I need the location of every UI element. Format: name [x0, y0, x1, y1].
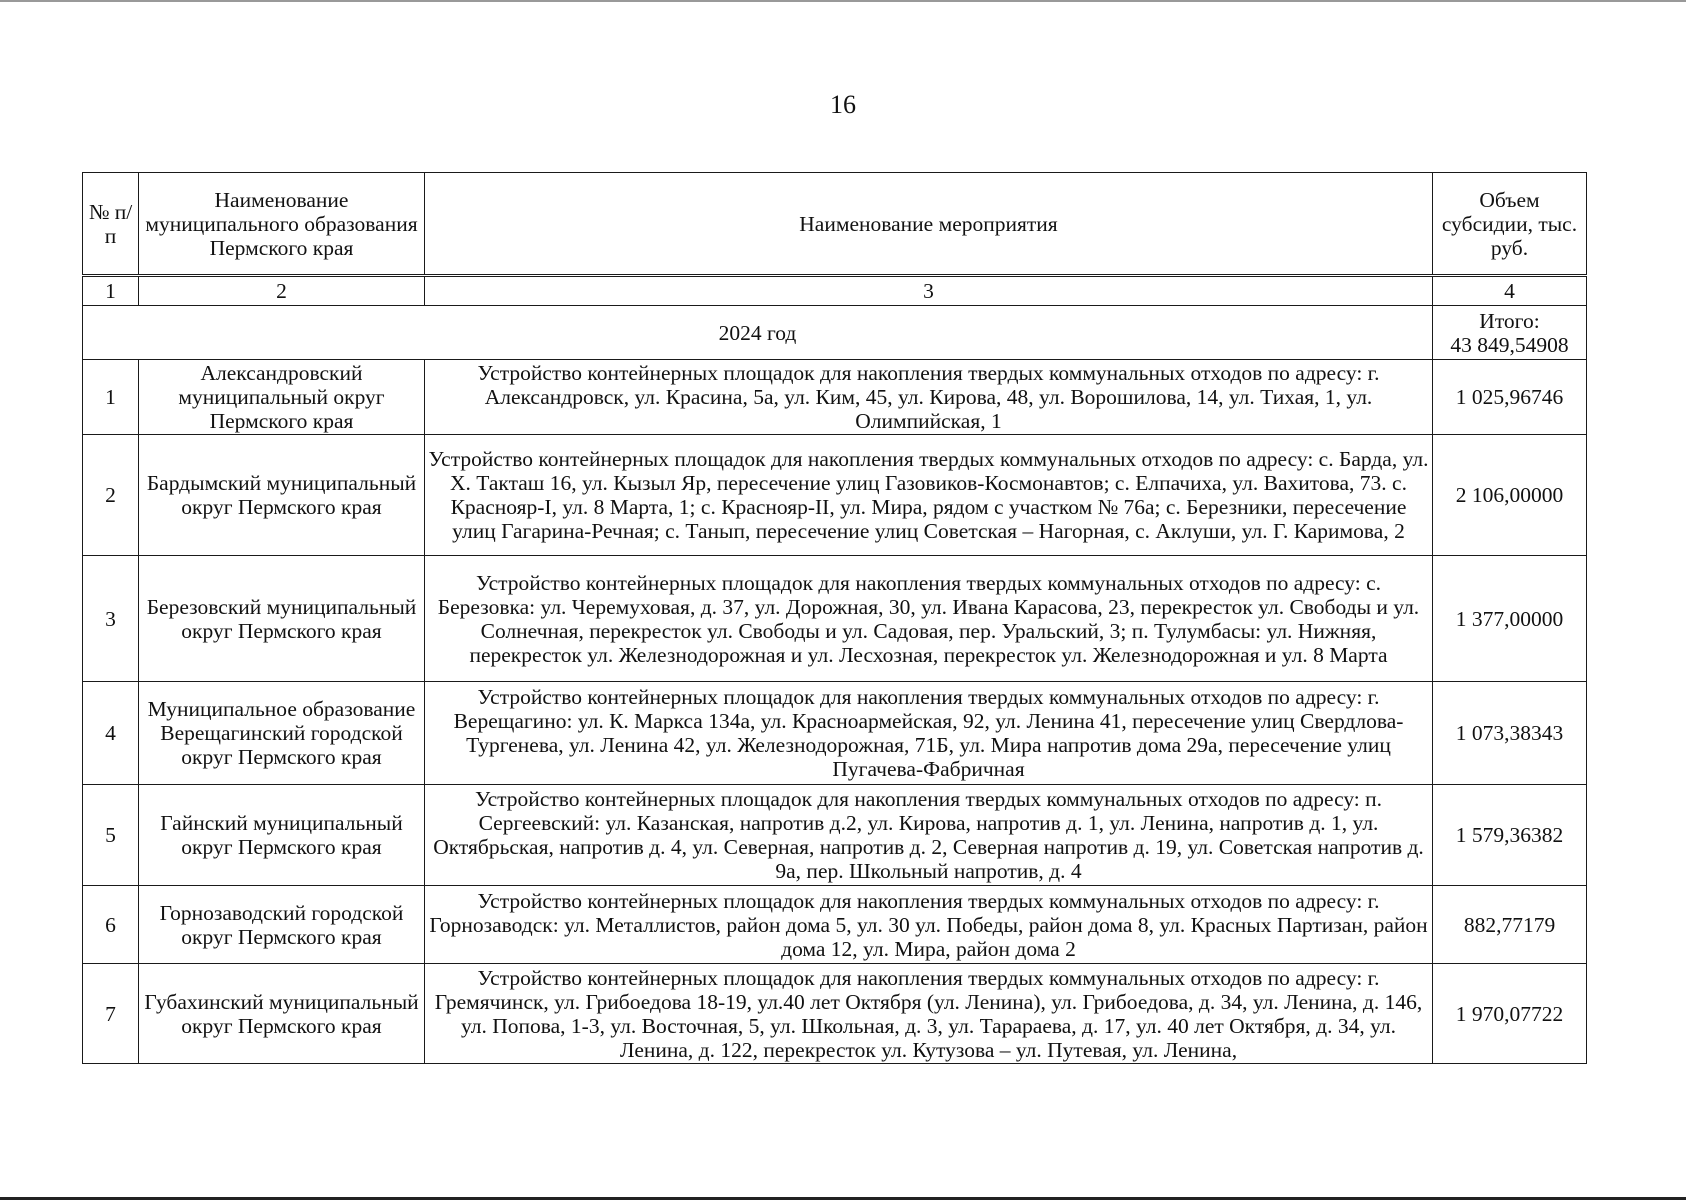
- row-amount: 1 025,96746: [1433, 360, 1587, 435]
- subsidy-table: [82, 172, 1587, 1064]
- row-amount: 1 970,07722: [1433, 964, 1587, 1064]
- row-municipality: Гайнский муниципальный округ Пермского края: [139, 785, 425, 886]
- column-number: 1: [83, 276, 139, 306]
- total-label: Итого:: [1479, 308, 1540, 333]
- table-row: [83, 964, 1587, 1064]
- row-measure: Устройство контейнерных площадок для накопления твердых коммунальных отходов по адресу: г. Александровск, ул. Красина, 5а, ул. Ким, 45, ул. Кирова, 48, ул. Ворошилова, 14, ул. Тихая, 1, ул. Олимпийская, 1: [425, 360, 1433, 435]
- table-row: [83, 886, 1587, 964]
- row-measure: Устройство контейнерных площадок для накопления твердых коммунальных отходов по адресу: п. Сергеевский: ул. Казанская, напротив д.2, ул. Кирова, напротив д. 1, ул. Ленина, напротив д. 1, ул. Октябрьская, напротив д. 4, ул. Северная, напротив д. 2, Северная напротив д. 19, ул. Советская напротив д. 9а, пер. Школьный напротив, д. 4: [425, 785, 1433, 886]
- column-number: 3: [425, 276, 1433, 306]
- row-number: 2: [83, 435, 139, 556]
- row-municipality: Губахинский муниципальный округ Пермского края: [139, 964, 425, 1064]
- row-measure: Устройство контейнерных площадок для накопления твердых коммунальных отходов по адресу: с. Барда, ул. Х. Такташ 16, ул. Кызыл Яр, пересечение улиц Газовиков-Космонавтов; с. Елпачиха, ул. Вахитова, 73. с. Краснояр-I, ул. 8 Марта, 1; с. Краснояр-II, ул. Мира, рядом с участком № 76а; с. Березники, пересечение улиц Гагарина-Речная; с. Танып, пересечение улиц Советская – Нагорная, с. Аклуши, ул. Г. Каримова, 2: [425, 435, 1433, 556]
- table-row: [83, 435, 1587, 556]
- header-amount: Объем субсидии, тыс. руб.: [1433, 173, 1587, 276]
- row-measure: Устройство контейнерных площадок для накопления твердых коммунальных отходов по адресу: г. Гремячинск, ул. Грибоедова 18-19, ул.40 лет Октября (ул. Ленина), ул. Грибоедова, д. 34, ул. Ленина, д. 146, ул. Попова, 1-3, ул. Восточная, 5, ул. Школьная, д. 3, ул. Тарараева, д. 17, ул. 40 лет Октября, д. 34, ул. Ленина, д. 122, перекресток ул. Кутузова – ул. Путевая, ул. Ленина,: [425, 964, 1433, 1064]
- table-row: [83, 785, 1587, 886]
- row-municipality: Муниципальное образование Верещагинский городской округ Пермского края: [139, 682, 425, 785]
- table-header-row: [83, 173, 1587, 276]
- scan-top-edge: [0, 0, 1686, 2]
- row-municipality: Бардымский муниципальный округ Пермского края: [139, 435, 425, 556]
- row-number: 7: [83, 964, 139, 1064]
- year-label: 2024 год: [83, 306, 1433, 360]
- table-row: [83, 682, 1587, 785]
- row-municipality: Березовский муниципальный округ Пермского края: [139, 556, 425, 682]
- table-row: [83, 360, 1587, 435]
- header-municipality: Наименование муниципального образования Пермского края: [139, 173, 425, 276]
- row-municipality: Александровский муниципальный округ Пермского края: [139, 360, 425, 435]
- row-measure: Устройство контейнерных площадок для накопления твердых коммунальных отходов по адресу: с. Березовка: ул. Черемуховая, д. 37, ул. Дорожная, 30, ул. Ивана Карасова, 23, перекресток ул. Свободы и ул. Солнечная, перекресток ул. Свободы и ул. Садовая, пер. Уральский, 3; п. Тулумбасы: ул. Нижняя, перекресток ул. Железнодорожная и ул. Лесхозная, перекресток ул. Железнодорожная и ул. 8 Марта: [425, 556, 1433, 682]
- row-number: 5: [83, 785, 139, 886]
- row-amount: 1 579,36382: [1433, 785, 1587, 886]
- header-measure: Наименование мероприятия: [425, 173, 1433, 276]
- year-row: [83, 306, 1587, 360]
- header-number: № п/п: [83, 173, 139, 276]
- row-measure: Устройство контейнерных площадок для накопления твердых коммунальных отходов по адресу: г. Верещагино: ул. К. Маркса 134а, ул. Красноармейская, 92, ул. Ленина 41, пересечение улиц Свердлова-Тургенева, ул. Ленина 42, ул. Железнодорожная, 71Б, ул. Мира напротив дома 29а, пересечение улиц Пугачева-Фабричная: [425, 682, 1433, 785]
- row-number: 1: [83, 360, 139, 435]
- row-amount: 1 073,38343: [1433, 682, 1587, 785]
- total-value: 43 849,54908: [1450, 332, 1569, 357]
- column-numbers-row: [83, 276, 1587, 306]
- row-municipality: Горнозаводский городской округ Пермского края: [139, 886, 425, 964]
- row-amount: 882,77179: [1433, 886, 1587, 964]
- column-number: 4: [1433, 276, 1587, 306]
- column-number: 2: [139, 276, 425, 306]
- row-number: 4: [83, 682, 139, 785]
- row-measure: Устройство контейнерных площадок для накопления твердых коммунальных отходов по адресу: г. Горнозаводск: ул. Металлистов, район дома 5, ул. 30 ул. Победы, район дома 8, ул. Красных Партизан, район дома 12, ул. Мира, район дома 2: [425, 886, 1433, 964]
- row-number: 3: [83, 556, 139, 682]
- page-number: 16: [830, 90, 856, 119]
- table-row: [83, 556, 1587, 682]
- row-amount: 1 377,00000: [1433, 556, 1587, 682]
- row-amount: 2 106,00000: [1433, 435, 1587, 556]
- year-total: [1433, 306, 1587, 360]
- row-number: 6: [83, 886, 139, 964]
